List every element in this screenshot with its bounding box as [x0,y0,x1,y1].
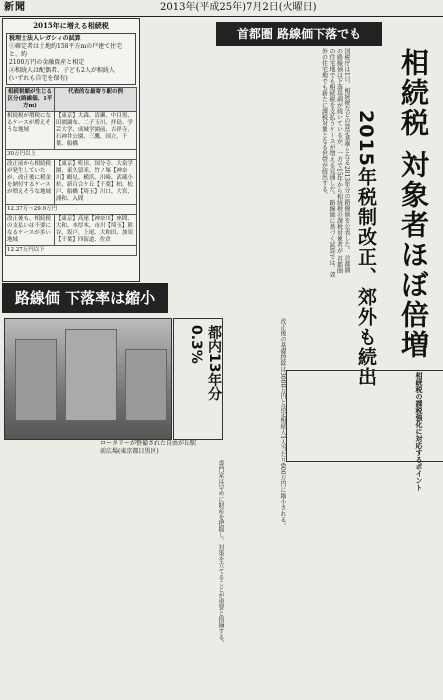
main-headline: 相続税 対象者ほぼ倍増 [397,48,430,360]
table-header: 代表的な最寄り駅の例 [54,88,136,112]
body-paragraph: 首都圏の住宅地でも相続税を支払うケースが増える見通しだ。 [328,48,343,274]
table-header: 相続税額が生じる区分(路線価、1平方m) [6,88,55,112]
table-cell: 12.37万～29.9万円 [6,205,137,215]
divider [0,16,443,17]
table-cell: 30万円以上 [6,150,137,160]
table-cell: 改正前から相続税が発生していたが、改正後に税金を納付するケースが増えそうな地域 [6,160,55,205]
table-row [6,215,137,246]
stat-box [173,318,223,440]
example-line: ②相続人は配偶者、子ども2人が相続人 [9,67,115,74]
article-body-2 [226,318,286,693]
masthead [0,0,443,16]
body-paragraph: 国税庁は1日、相続税などの算定基準となる2013年分の路線価を公表した。 [343,48,350,254]
example-line: 2100万円の金融資産と相定 [9,59,85,66]
table-row [6,150,137,160]
region-table [5,87,137,256]
station-photo [4,318,172,440]
table-cell: 相続税が増税になるケースが増えそうな地域 [6,112,55,150]
paper-name: 新聞 [4,2,26,13]
example-title: 税理士法人レガシィの試算 [9,35,81,42]
table-cell: 改正後も、相続税の支払いは不要になるケースが多い地域 [6,215,55,246]
headline-box: 首都圏 路線価下落でも [216,22,382,46]
body-paragraph: 路線価に基づく試算では、郊外の住宅地でも新たに課税対象となる世帯が続出する。 [320,48,335,278]
article-body-3 [4,460,224,695]
example-line: ①確定者は土地約158平方mの戸建て住宅と、約 [9,43,123,58]
table-cell: 【東京】高尾【神奈川】座間、大和、本厚木、市川【埼玉】熊谷、坂戸、上尾、大和田、加須【千葉】四街道、佐倉 [54,215,136,246]
table-cell: 【東京】大森、清瀬、中目黒、田園調布、二子玉川、拝島、学芸大学、成城学園前、吉祥寺、石神井公園、三鷹、国立、千葉、船橋 [54,112,136,150]
photo-caption: ロータリーが整備された自由が丘駅前広場(東京都目黒区) [100,440,197,455]
tips-title: 相続税の課税強化に対応するポイント [415,372,423,491]
body-paragraph: 専門家は早めに財産を把握し、対策を立てることが重要と指摘する。 [217,460,224,646]
table-row [6,112,137,150]
table-row [6,160,137,205]
issue-date: 2013年(平成25年)7月2日(火曜日) [160,2,317,13]
article-body [142,48,350,278]
table-row [6,246,137,256]
sub-headline: 2015年税制改正、郊外も続出 [355,110,377,387]
example-line: (いずれも自宅を保有) [9,75,68,82]
section-headline: 路線価 下落率は縮小 [2,283,168,313]
table-row [6,205,137,215]
table-title: 2015年に増える相続税 [33,21,109,30]
inheritance-table-box [2,18,140,282]
body-paragraph: 改正後の基礎控除は3000万円と法定相続人1人当たり600万円に縮小される。 [279,318,286,529]
table-cell: 【東京】町田、国分寺、大泉学園、東久留米、竹ノ塚【神奈川】鶴見、横浜、川崎、武蔵小杉、新百合ケ丘【千葉】柏、松戸、船橋【埼玉】川口、大宮、浦和、入間 [54,160,136,205]
body-paragraph: 首都圏の路線価は下落基調が続いているが、一方で15年から相続税の課税対象者が [335,48,350,274]
table-cell: 12.27万円以下 [6,246,137,256]
example-box [6,33,136,85]
stat-label: 都内13年分0.3% [188,325,222,401]
